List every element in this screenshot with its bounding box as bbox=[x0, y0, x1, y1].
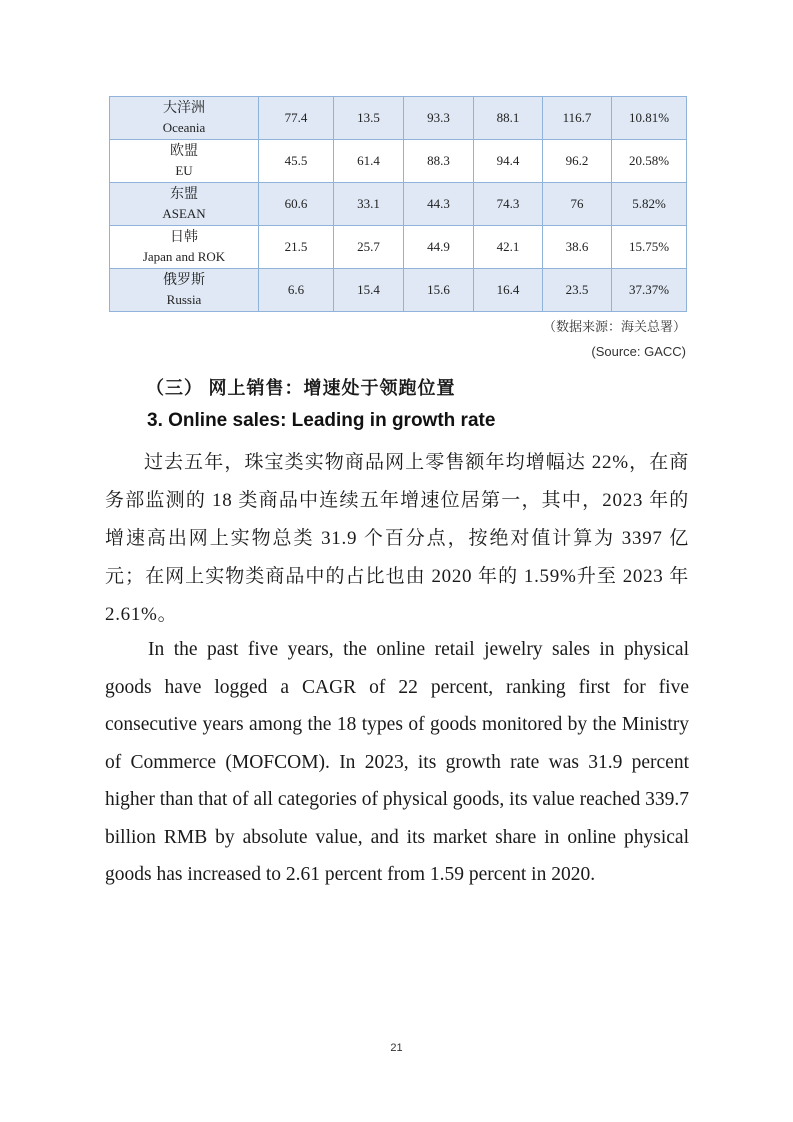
value-cell: 20.58% bbox=[612, 140, 687, 183]
value-cell: 6.6 bbox=[259, 269, 334, 312]
value-cell: 88.1 bbox=[474, 97, 543, 140]
region-name-en: Japan and ROK bbox=[142, 249, 226, 264]
section-heading-en: 3. Online sales: Leading in growth rate bbox=[147, 410, 496, 431]
value-cell: 60.6 bbox=[259, 183, 334, 226]
paragraph-en: In the past five years, the online retail jewelry sales in physical goods have logged a CAGR of 22 percent, ranking first for five consecutive years among the 18 types of goods monitored by the Ministry of Commerce (MOFCOM). In 2023, its growth rate was 31.9 percent higher than that of all categories of physical goods, its value reached 339.7 billion RMB by absolute value, and its market share in online physical goods has increased to 2.61 percent from 1.59 percent in 2020. bbox=[105, 639, 689, 885]
table-row bbox=[110, 183, 687, 226]
region-cell bbox=[110, 140, 259, 183]
table-row bbox=[110, 97, 687, 140]
value-cell: 96.2 bbox=[543, 140, 612, 183]
value-cell: 88.3 bbox=[404, 140, 474, 183]
value-cell: 38.6 bbox=[543, 226, 612, 269]
value-cell: 94.4 bbox=[474, 140, 543, 183]
paragraph-zh: 过去五年，珠宝类实物商品网上零售额年均增幅达 22%，在商务部监测的 18 类商品中连续五年增速位居第一，其中，2023 年的增速高出网上实物总类 31.9 个百分点，按绝对值计算为 3397 亿元；在网上实物类商品中的占比也由 2020 年的 1.59%升至 2023 年 2.61%。 bbox=[105, 452, 689, 625]
value-cell: 37.37% bbox=[612, 269, 687, 312]
value-cell: 13.5 bbox=[334, 97, 404, 140]
value-cell: 25.7 bbox=[334, 226, 404, 269]
region-name-en: Russia bbox=[166, 292, 202, 307]
value-cell: 42.1 bbox=[474, 226, 543, 269]
value-cell: 21.5 bbox=[259, 226, 334, 269]
value-cell: 45.5 bbox=[259, 140, 334, 183]
page-number: 21 bbox=[390, 1042, 403, 1054]
region-cell bbox=[110, 226, 259, 269]
value-cell: 10.81% bbox=[612, 97, 687, 140]
region-name-zh: 日韩 bbox=[170, 230, 198, 245]
value-cell: 77.4 bbox=[259, 97, 334, 140]
region-name-zh: 欧盟 bbox=[170, 144, 198, 159]
source-note-zh: （数据来源：海关总署） bbox=[542, 319, 686, 334]
table-row bbox=[110, 140, 687, 183]
region-cell bbox=[110, 97, 259, 140]
value-cell: 93.3 bbox=[404, 97, 474, 140]
section-heading-zh: （三） 网上销售：增速处于领跑位置 bbox=[146, 378, 456, 398]
value-cell: 76 bbox=[543, 183, 612, 226]
table-row bbox=[110, 269, 687, 312]
value-cell: 33.1 bbox=[334, 183, 404, 226]
value-cell: 16.4 bbox=[474, 269, 543, 312]
value-cell: 44.9 bbox=[404, 226, 474, 269]
value-cell: 15.6 bbox=[404, 269, 474, 312]
source-note-en: (Source: GACC) bbox=[591, 344, 686, 359]
value-cell: 61.4 bbox=[334, 140, 404, 183]
value-cell: 15.4 bbox=[334, 269, 404, 312]
table-row bbox=[110, 226, 687, 269]
region-name-en: Oceania bbox=[162, 120, 206, 135]
value-cell: 44.3 bbox=[404, 183, 474, 226]
region-name-en: ASEAN bbox=[162, 206, 206, 221]
value-cell: 116.7 bbox=[543, 97, 612, 140]
region-cell bbox=[110, 269, 259, 312]
value-cell: 23.5 bbox=[543, 269, 612, 312]
region-cell bbox=[110, 183, 259, 226]
value-cell: 5.82% bbox=[612, 183, 687, 226]
region-name-en: EU bbox=[175, 163, 193, 178]
region-name-zh: 大洋洲 bbox=[163, 101, 205, 116]
region-data-table bbox=[109, 96, 687, 312]
region-name-zh: 东盟 bbox=[170, 187, 198, 202]
value-cell: 15.75% bbox=[612, 226, 687, 269]
region-name-zh: 俄罗斯 bbox=[163, 273, 205, 288]
value-cell: 74.3 bbox=[474, 183, 543, 226]
